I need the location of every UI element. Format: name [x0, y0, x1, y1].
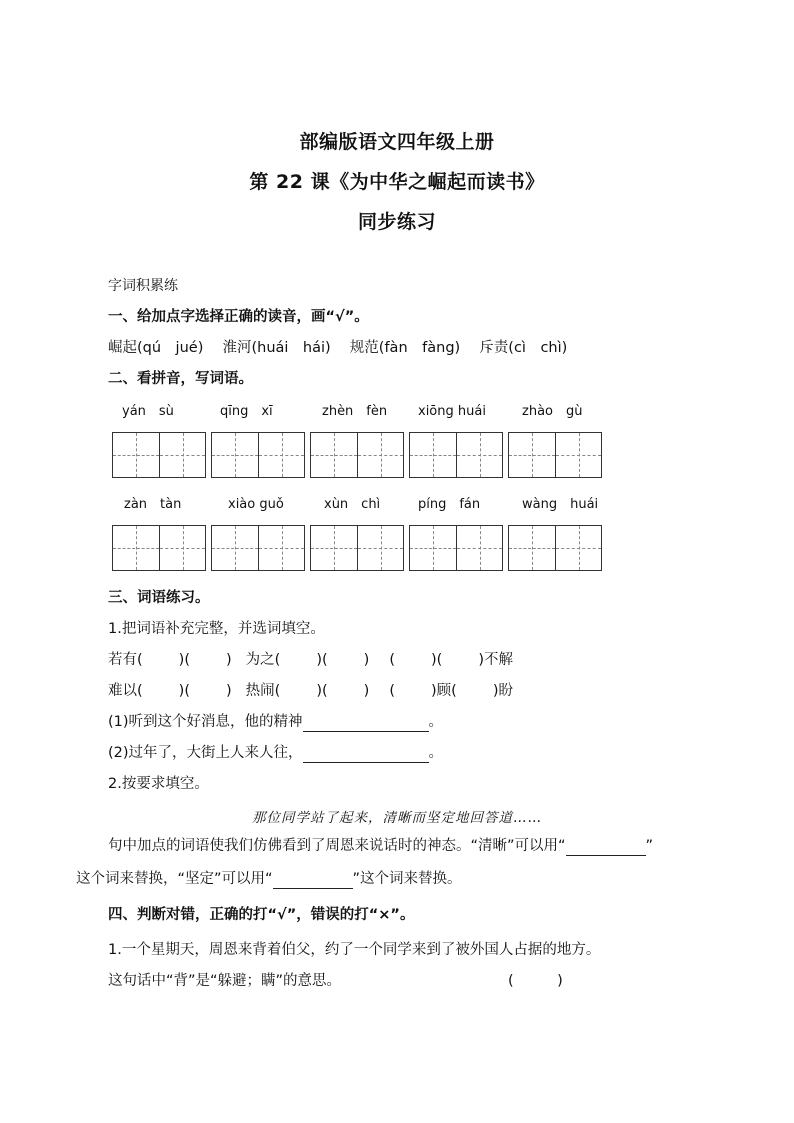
pinyin-label: zhào gù [522, 404, 583, 419]
writing-box[interactable] [211, 525, 305, 571]
fill-text: 若有( [108, 652, 143, 668]
fill-text: ( [389, 652, 396, 668]
fill-text: ( [389, 683, 396, 699]
q4-heading: 四、判断对错，正确的打“√”，错误的打“×”。 [108, 907, 415, 923]
pinyin-label: xiào guǒ [228, 497, 284, 512]
page-title: 部编版语文四年级上册 [299, 131, 495, 153]
fill-text: )( [178, 652, 190, 668]
fill-text: 热闹( [245, 683, 281, 699]
fill-text: )顾( [431, 683, 457, 699]
fill-text: ) [226, 683, 232, 699]
fill-text: ) [226, 652, 232, 668]
fill-text: )盼 [492, 683, 514, 699]
exercise-title: 同步练习 [357, 211, 436, 233]
pinyin-label: qīng xī [220, 404, 273, 419]
section-heading: 字词积累练 [108, 278, 178, 294]
writing-box[interactable] [211, 432, 305, 478]
fill-text: ) [363, 652, 370, 668]
answer-parenthesis[interactable]: ( ) [508, 973, 563, 989]
pinyin-label: zàn tàn [124, 497, 182, 512]
sentence-end: 。 [428, 714, 444, 730]
q1-option: 淮河(huái hái) [222, 340, 331, 356]
sentence-text: (2)过年了，大街上人来人往， [108, 745, 303, 761]
writing-box[interactable] [112, 525, 206, 571]
answer-blank[interactable] [303, 717, 429, 732]
q3-sub1: 1.把词语补充完整，并选词填空。 [108, 621, 325, 637]
writing-box[interactable] [508, 525, 602, 571]
example-quote: 那位同学站了起来，清晰而坚定地回答道…… [252, 810, 542, 826]
pinyin-label: wàng huái [522, 497, 599, 512]
fill-text: 为之( [245, 652, 281, 668]
fill-row-1 [108, 650, 513, 670]
fill-text: )不解 [478, 652, 514, 668]
fill-text: )( [316, 652, 328, 668]
writing-box[interactable] [310, 525, 404, 571]
writing-box[interactable] [508, 432, 602, 478]
answer-blank[interactable] [303, 748, 429, 763]
q4-item-1: 1.一个星期天，周恩来背着伯父，约了一个同学来到了被外国人占据的地方。 [108, 942, 601, 958]
paragraph-text: 句中加点的词语使我们仿佛看到了周恩来说话时的神态。“清晰”可以用“ [108, 838, 566, 854]
paragraph-text: ” [645, 838, 654, 854]
sentence-end: 。 [428, 745, 444, 761]
paragraph-line-2 [76, 869, 462, 889]
q1-options [108, 338, 567, 358]
q3-heading: 三、词语练习。 [108, 590, 210, 606]
pinyin-label: xùn chì [324, 497, 381, 512]
q3-sub2: 2.按要求填空。 [108, 776, 209, 792]
writing-grid-row-1 [112, 432, 602, 478]
q1-option: 规范(fàn fàng) [349, 340, 461, 356]
fill-text: )( [316, 683, 328, 699]
q1-option: 崛起(qú jué) [108, 340, 204, 356]
sentence-1 [108, 712, 443, 732]
paragraph-text: ”这个词来替换。 [352, 871, 462, 887]
sentence-2 [108, 743, 443, 763]
q4-item-1-note: 这句话中“背”是“躲避；瞒”的意思。 [108, 973, 342, 989]
replacement-blank-1[interactable] [566, 841, 646, 856]
fill-text: )( [431, 652, 443, 668]
writing-box[interactable] [112, 432, 206, 478]
pinyin-label: píng fán [418, 497, 481, 512]
paragraph-line-1 [108, 836, 653, 856]
q1-option: 斥责(cì chì) [479, 340, 568, 356]
fill-row-2 [108, 681, 513, 701]
pinyin-label: zhèn fèn [322, 404, 388, 419]
lesson-title: 第 22 课《为中华之崛起而读书》 [249, 171, 545, 193]
writing-grid-row-2 [112, 525, 602, 571]
fill-text: ) [363, 683, 370, 699]
writing-box[interactable] [310, 432, 404, 478]
q1-heading: 一、给加点字选择正确的读音，画“√”。 [108, 309, 369, 325]
sentence-text: (1)听到这个好消息，他的精神 [108, 714, 303, 730]
q2-heading: 二、看拼音，写词语。 [108, 371, 253, 387]
writing-box[interactable] [409, 432, 503, 478]
pinyin-label: xiōng huái [418, 404, 486, 419]
fill-text: )( [178, 683, 190, 699]
fill-text: 难以( [108, 683, 143, 699]
paragraph-text: 这个词来替换，“坚定”可以用“ [76, 871, 273, 887]
pinyin-label: yán sù [122, 404, 174, 419]
replacement-blank-2[interactable] [273, 874, 353, 889]
writing-box[interactable] [409, 525, 503, 571]
